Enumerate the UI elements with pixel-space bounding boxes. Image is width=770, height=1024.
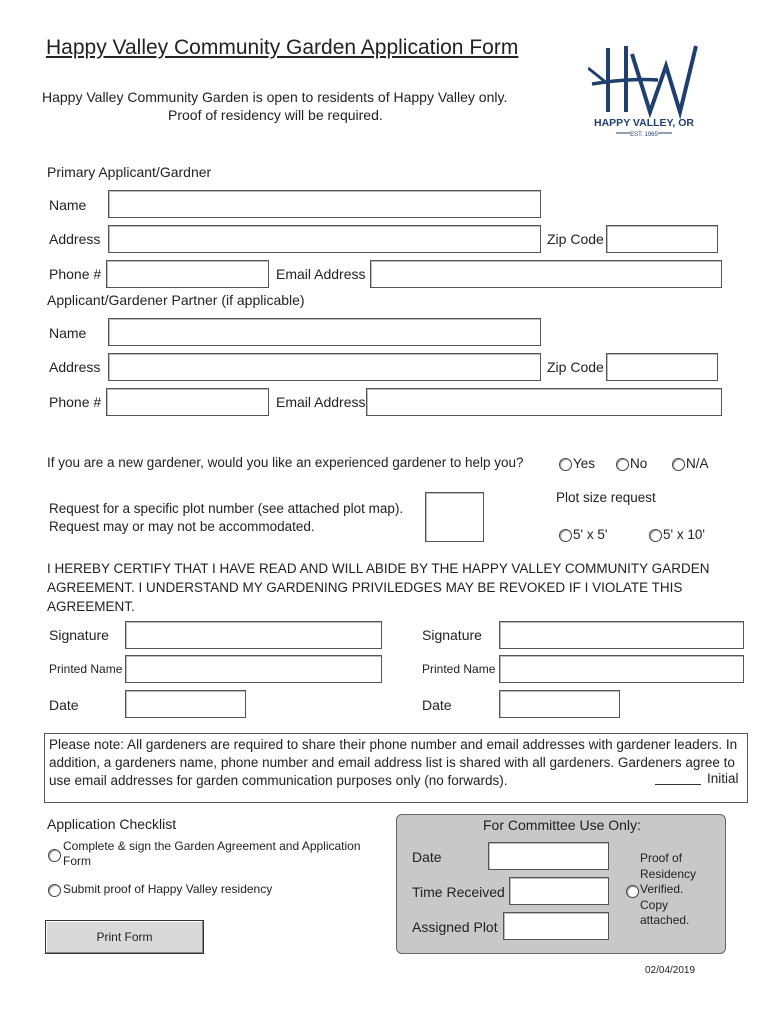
checklist-item-2-check[interactable] (48, 884, 61, 897)
checklist-item-1-label: Complete & sign the Garden Agreement and Application Form (63, 839, 361, 868)
partner-name-label: Name (49, 325, 87, 341)
note-text: Please note: All gardeners are required to share their phone number and email addresses with gardener leaders. In addition, a gardeners name, phone number and email address list is shared with all gardeners. Gardeners agree to use email addresses for garden communication purposes only (no forwards). (49, 737, 738, 788)
intro-line-2: Proof of residency will be required. (168, 107, 383, 123)
printed-name-label-1: Printed Name (49, 662, 123, 676)
mentor-yes-label: Yes (573, 456, 596, 471)
page-title: Happy Valley Community Garden Application Form (46, 36, 519, 59)
partner-phone-field[interactable] (106, 388, 269, 416)
plot-size-5x5-label: 5' x 5' (573, 527, 608, 542)
plot-request-line-2: Request may or may not be accommodated. (49, 519, 315, 534)
primary-address-field[interactable] (108, 225, 541, 253)
primary-zip-label: Zip Code (547, 231, 604, 247)
mentor-na-label: N/A (686, 456, 709, 471)
print-form-button[interactable]: Print Form (45, 920, 204, 954)
primary-phone-label: Phone # (49, 266, 102, 282)
logo-est: EST. 1965 (630, 132, 658, 138)
mentor-na-radio[interactable] (672, 458, 685, 471)
mentor-question: If you are a new gardener, would you like an experienced gardener to help you? (47, 455, 524, 470)
proof-verified-label: Proof of Residency Verified. Copy attached. (640, 851, 697, 927)
plot-size-label: Plot size request (556, 490, 656, 505)
partner-email-field[interactable] (366, 388, 722, 416)
partner-zip-field[interactable] (606, 353, 718, 381)
partner-phone-label: Phone # (49, 394, 102, 410)
logo-name: HAPPY VALLEY, OR (594, 117, 694, 129)
partner-email-label: Email Address (276, 394, 366, 410)
primary-name-field[interactable] (108, 190, 541, 218)
partner-name-field[interactable] (108, 318, 541, 346)
committee-time-label: Time Received (412, 884, 505, 900)
plot-number-field[interactable] (425, 492, 484, 542)
date-field-2[interactable] (499, 690, 620, 718)
checklist-item-2-label: Submit proof of Happy Valley residency (63, 882, 273, 896)
initial-field[interactable] (655, 784, 701, 785)
plot-size-5x5-radio[interactable] (559, 529, 572, 542)
partner-zip-label: Zip Code (547, 359, 604, 375)
signature-field-1[interactable] (125, 621, 382, 649)
signature-field-2[interactable] (499, 621, 744, 649)
primary-heading: Primary Applicant/Gardner (47, 164, 212, 180)
primary-email-label: Email Address (276, 266, 366, 282)
intro-line-1: Happy Valley Community Garden is open to residents of Happy Valley only. (42, 89, 508, 105)
printed-name-field-1[interactable] (125, 655, 382, 683)
signature-label-2: Signature (422, 627, 482, 643)
plot-size-5x10-label: 5' x 10' (663, 527, 705, 542)
signature-label-1: Signature (49, 627, 109, 643)
proof-verified-check[interactable] (626, 885, 639, 898)
plot-size-5x10-radio[interactable] (649, 529, 662, 542)
certification-statement: I HEREBY CERTIFY THAT I HAVE READ AND WILL ABIDE BY THE HAPPY VALLEY COMMUNITY GARDEN AGREEMENT. I UNDERSTAND MY GARDENING PRIVILEDGES MAY BE REVOKED IF I VIOLATE THIS AGREEMENT. (47, 561, 710, 614)
plot-request-line-1: Request for a specific plot number (see attached plot map). (49, 501, 404, 516)
printed-name-field-2[interactable] (499, 655, 744, 683)
primary-phone-field[interactable] (106, 260, 269, 288)
committee-date-field[interactable] (488, 842, 609, 870)
footer-date: 02/04/2019 (645, 965, 696, 976)
committee-time-field[interactable] (509, 877, 609, 905)
initial-label: Initial (707, 771, 739, 786)
date-label-2: Date (422, 697, 452, 713)
mentor-no-label: No (630, 456, 648, 471)
date-field-1[interactable] (125, 690, 246, 718)
printed-name-label-2: Printed Name (422, 662, 496, 676)
partner-address-field[interactable] (108, 353, 541, 381)
checklist-item-1-check[interactable] (48, 849, 61, 862)
mentor-no-radio[interactable] (616, 458, 629, 471)
primary-address-label: Address (49, 231, 101, 247)
primary-name-label: Name (49, 197, 87, 213)
partner-address-label: Address (49, 359, 101, 375)
committee-plot-field[interactable] (503, 912, 609, 940)
mentor-yes-radio[interactable] (559, 458, 572, 471)
partner-heading: Applicant/Gardener Partner (if applicable) (47, 292, 305, 308)
primary-zip-field[interactable] (606, 225, 718, 253)
committee-plot-label: Assigned Plot (412, 919, 498, 935)
committee-date-label: Date (412, 849, 442, 865)
checklist-heading: Application Checklist (47, 816, 177, 832)
primary-email-field[interactable] (370, 260, 722, 288)
date-label-1: Date (49, 697, 79, 713)
committee-heading: For Committee Use Only: (483, 817, 641, 833)
note-box (44, 733, 748, 803)
happy-valley-logo (588, 40, 700, 138)
